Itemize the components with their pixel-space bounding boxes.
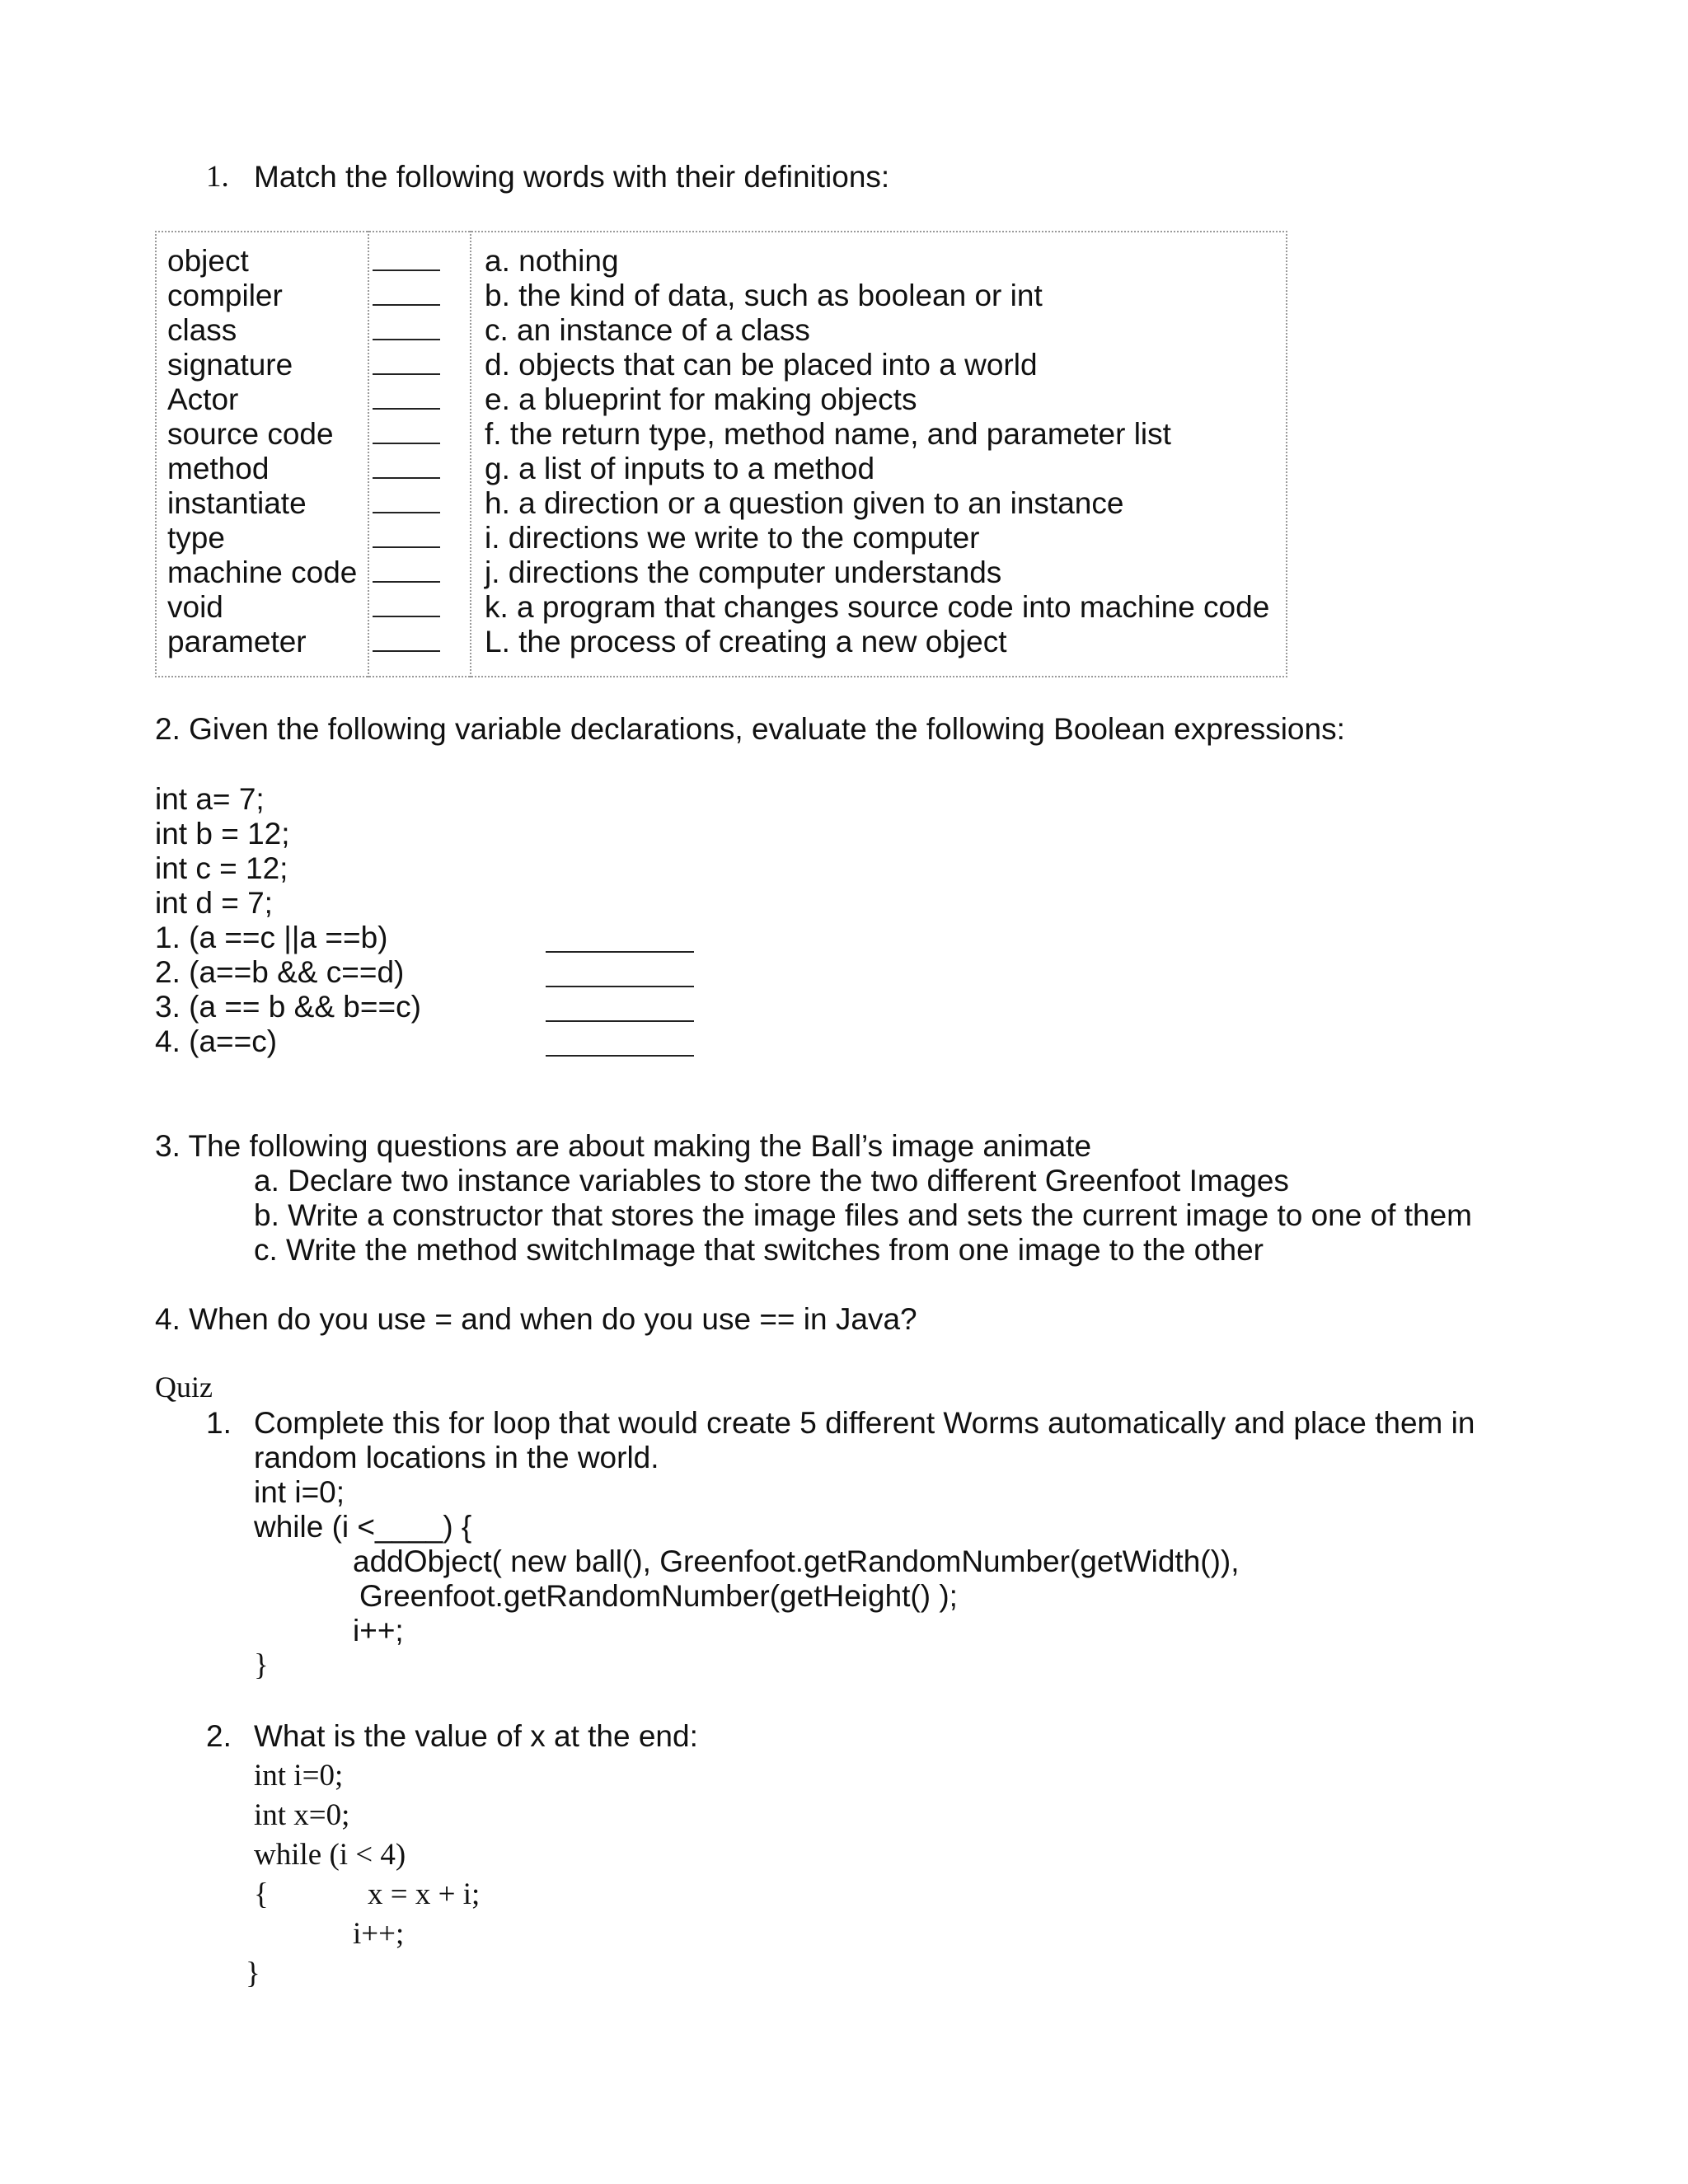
declaration-3: int c = 12; (155, 851, 288, 885)
declaration-2: int b = 12; (155, 817, 290, 851)
definition-11: k. a program that changes source code into machine code (485, 590, 1270, 624)
quiz-q2-title: What is the value of x at the end: (254, 1719, 698, 1753)
q3-item-b: b. Write a constructor that stores the image files and sets the current image to one of them (254, 1198, 1472, 1232)
blank-line (373, 581, 440, 583)
expression-2: 2. (a==b && c==d) (155, 955, 405, 989)
definition-5: e. a blueprint for making objects (485, 382, 917, 416)
quiz-q2-code-line-2: int x=0; (254, 1798, 350, 1832)
blank-line (373, 616, 440, 617)
quiz-q2-code-line-1: int i=0; (254, 1759, 344, 1793)
definitions-column (485, 244, 1269, 659)
blank-line (373, 650, 440, 652)
answer-line-3[interactable] (546, 1020, 694, 1022)
declaration-4: int d = 7; (155, 886, 273, 920)
quiz-q1-code-line-4: Greenfoot.getRandomNumber(getHeight() ); (359, 1579, 958, 1613)
quiz-q2-code-line-7: } (246, 1957, 260, 1990)
quiz-q1-code-line-1: int i=0; (254, 1475, 345, 1509)
expression-4: 4. (a==c) (155, 1024, 278, 1058)
matching-divider-2 (470, 231, 471, 677)
definition-10: j. directions the computer understands (485, 555, 1002, 589)
term-4: signature (167, 348, 293, 382)
term-3: class (167, 313, 237, 347)
term-9: type (167, 521, 225, 555)
definition-4: d. objects that can be placed into a world (485, 348, 1038, 382)
quiz-q2-code-line-6: i++; (353, 1917, 405, 1951)
blank-line (373, 477, 440, 479)
blank-line (373, 373, 440, 375)
q3-item-a: a. Declare two instance variables to store the two different Greenfoot Images (254, 1164, 1289, 1197)
terms-column (167, 244, 357, 659)
term-1: object (167, 244, 249, 278)
term-11: void (167, 590, 223, 624)
q1-number: 1. (206, 160, 229, 194)
answer-line-2[interactable] (546, 986, 694, 987)
blank-line (373, 512, 440, 513)
definition-1: a. nothing (485, 244, 619, 278)
definition-2: b. the kind of data, such as boolean or int (485, 279, 1043, 312)
term-5: Actor (167, 382, 239, 416)
blank-line (373, 443, 440, 444)
definition-12: L. the process of creating a new object (485, 625, 1007, 658)
quiz-q1-code-line-6: } (254, 1648, 269, 1682)
definition-7: g. a list of inputs to a method (485, 452, 875, 485)
declaration-1: int a= 7; (155, 782, 265, 816)
quiz-q2-code-line-5: x = x + i; (368, 1877, 481, 1911)
expression-3: 3. (a == b && b==c) (155, 990, 421, 1024)
q3-title: 3. The following questions are about making the Ball’s image animate (155, 1129, 1092, 1163)
definition-3: c. an instance of a class (485, 313, 810, 347)
answer-line-1[interactable] (546, 951, 694, 953)
q2-title: 2. Given the following variable declarations, evaluate the following Boolean expressions: (155, 712, 1345, 746)
blank-line (373, 339, 440, 340)
blank-line (373, 304, 440, 306)
blank-line (373, 408, 440, 410)
quiz-label: Quiz (155, 1371, 213, 1404)
q1-title: Match the following words with their definitions: (254, 160, 890, 194)
quiz-q2-number: 2. (206, 1719, 232, 1753)
term-12: parameter (167, 625, 307, 658)
expressions-list (155, 921, 421, 1059)
q4-title: 4. When do you use = and when do you use == in Java? (155, 1302, 917, 1336)
term-10: machine code (167, 555, 358, 589)
quiz-q1-code-line-5: i++; (353, 1614, 404, 1647)
definition-9: i. directions we write to the computer (485, 521, 980, 555)
matching-divider-1 (368, 231, 369, 677)
q3-item-c: c. Write the method switchImage that switches from one image to the other (254, 1233, 1264, 1267)
declarations-list (155, 782, 290, 921)
term-6: source code (167, 417, 334, 451)
quiz-q1-line1: Complete this for loop that would create 5 different Worms automatically and place them in (254, 1406, 1475, 1440)
quiz-q2-code-line-4: { (254, 1877, 269, 1911)
blank-line (373, 546, 440, 548)
quiz-q1-number: 1. (206, 1406, 232, 1440)
definition-8: h. a direction or a question given to an instance (485, 486, 1124, 520)
term-7: method (167, 452, 270, 485)
answer-line-4[interactable] (546, 1055, 694, 1057)
quiz-q1-code-line-3: addObject( new ball(), Greenfoot.getRandomNumber(getWidth()), (353, 1544, 1240, 1578)
definition-6: f. the return type, method name, and parameter list (485, 417, 1171, 451)
term-8: instantiate (167, 486, 307, 520)
expression-1: 1. (a ==c ||a ==b) (155, 921, 388, 954)
quiz-q2-code-line-3: while (i < 4) (254, 1838, 406, 1872)
blank-line (373, 269, 440, 271)
quiz-q1-code-line-2: while (i <____) { (254, 1510, 472, 1544)
term-2: compiler (167, 279, 283, 312)
quiz-q1-line2: random locations in the world. (254, 1441, 659, 1474)
